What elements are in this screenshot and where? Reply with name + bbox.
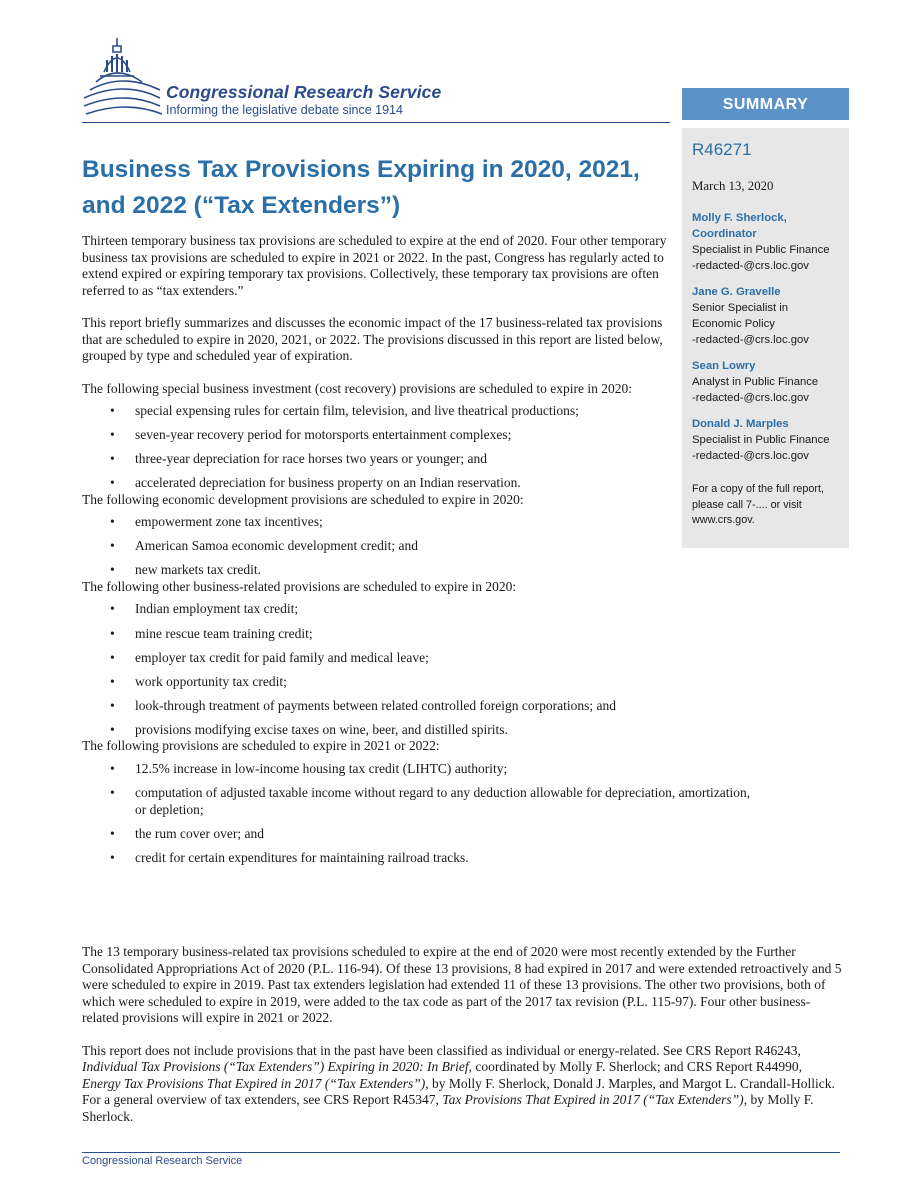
report-number: R46271 bbox=[692, 140, 752, 159]
footer-divider bbox=[82, 1152, 840, 1153]
list-item: • credit for certain expenditures for maintaining railroad tracks. bbox=[82, 850, 842, 867]
list-item: • three-year depreciation for race horses two years or younger; and bbox=[82, 451, 672, 468]
paragraph: This report does not include provisions that in the past have been classified as individual or energy-related. See CRS Report R46243, Individual Tax Provisions (“Tax Extenders”) Expiring in 2020: In Brief, coordinated by Molly F. Sherlock; and CRS Report R44990, Energy Tax Provisions That Expired in 2017 (“Tax Extenders”), by Molly F. Sherlock, Donald J. Marples, and Margot L. Crandall-Hollick. For a general overview of tax extenders, see CRS Report R45347, Tax Provisions That Expired in 2017 (“Tax Extenders”), by Molly F. Sherlock. bbox=[82, 1042, 835, 1124]
list-intro: The following provisions are scheduled to expire in 2021 or 2022: bbox=[82, 738, 440, 754]
list-item: • mine rescue team training credit; bbox=[82, 626, 672, 643]
author-block bbox=[692, 210, 839, 274]
summary-body-continued bbox=[82, 944, 842, 1141]
author-email[interactable]: -redacted-@crs.loc.gov bbox=[692, 334, 809, 346]
list-item: • American Samoa economic development credit; and bbox=[82, 538, 672, 555]
author-email[interactable]: -redacted-@crs.loc.gov bbox=[692, 392, 809, 404]
capitol-dome-icon bbox=[82, 36, 162, 122]
list-item: • accelerated depreciation for business property on an Indian reservation. bbox=[82, 475, 672, 492]
list-item: • provisions modifying excise taxes on wine, beer, and distilled spirits. bbox=[82, 722, 672, 739]
summary-tab: SUMMARY bbox=[682, 88, 849, 120]
author-name: Sean Lowry bbox=[692, 360, 756, 372]
list-item: • 12.5% increase in low-income housing tax credit (LIHTC) authority; bbox=[82, 761, 842, 778]
author-email[interactable]: -redacted-@crs.loc.gov bbox=[692, 260, 809, 272]
crs-website-link[interactable]: www.crs.gov. bbox=[692, 514, 755, 526]
list-item: • computation of adjusted taxable income without regard to any deduction allowable for depreciation, amortization, or depletion; bbox=[82, 785, 762, 818]
list-item: • empowerment zone tax incentives; bbox=[82, 514, 672, 531]
list-intro: The following special business investment (cost recovery) provisions are scheduled to expire in 2020: bbox=[82, 380, 632, 396]
header-divider bbox=[82, 122, 670, 123]
org-tagline: Informing the legislative debate since 1914 bbox=[166, 103, 403, 117]
author-block bbox=[692, 416, 839, 464]
author-name: Jane G. Gravelle bbox=[692, 286, 781, 298]
crs-logo bbox=[82, 36, 482, 124]
list-item: • look-through treatment of payments between related controlled foreign corporations; and bbox=[82, 698, 672, 715]
economic-provisions-list bbox=[82, 514, 672, 579]
report-title-link: Tax Provisions That Expired in 2017 (“Tax Extenders”) bbox=[442, 1092, 744, 1107]
report-title-link: Energy Tax Provisions That Expired in 2017 (“Tax Extenders”) bbox=[82, 1075, 426, 1091]
list-item: • new markets tax credit. bbox=[82, 562, 672, 579]
list-item: • special expensing rules for certain film, television, and live theatrical productions; bbox=[82, 403, 672, 420]
paragraph: This report briefly summarizes and discusses the economic impact of the 17 business-related tax provisions that are scheduled to expire in 2020, 2021, or 2022. The provisions discussed in this report are listed below, grouped by type and scheduled year of expiration. bbox=[82, 315, 663, 363]
author-title: Specialist in Public Finance bbox=[692, 244, 830, 256]
copy-note: For a copy of the full report, please call 7-.... or visit www.crs.gov. bbox=[692, 482, 839, 529]
other-provisions-list bbox=[82, 601, 672, 738]
paragraph: The 13 temporary business-related tax provisions scheduled to expire at the end of 2020 were most recently extended by the Further Consolidated Appropriations Act of 2020 (P.L. 116-94). Of these 13 provisions, 8 had expired in 2017 and were extended retroactively and 5 were scheduled to expire in 2019. Past tax extenders legislation had extended 11 of these 13 provisions. The other two provisions, both of which were scheduled to expire in 2019, were added to the tax code as part of the 2017 tax revision (P.L. 115-97). Four other business-related provisions will expire in 2021 or 2022. bbox=[82, 944, 842, 1025]
author-role: Coordinator bbox=[692, 228, 757, 240]
author-email[interactable]: -redacted-@crs.loc.gov bbox=[692, 450, 809, 462]
org-name: Congressional Research Service bbox=[166, 82, 442, 102]
page-title: Business Tax Provisions Expiring in 2020, 2021, and 2022 (“Tax Extenders”) bbox=[82, 156, 640, 219]
list-item: • Indian employment tax credit; bbox=[82, 601, 672, 618]
list-item: • the rum cover over; and bbox=[82, 826, 842, 843]
list-item: • employer tax credit for paid family and medical leave; bbox=[82, 650, 672, 667]
list-item: • work opportunity tax credit; bbox=[82, 674, 672, 691]
list-intro: The following other business-related provisions are scheduled to expire in 2020: bbox=[82, 578, 517, 594]
summary-sidebar bbox=[682, 128, 849, 548]
author-title: Specialist in Public Finance bbox=[692, 434, 830, 446]
paragraph: Thirteen temporary business tax provisions are scheduled to expire at the end of 2020. Four other temporary business tax provisions are scheduled to expire in 2021 or 2022. In the past, Congress has regularly acted to extend expired or expiring temporary tax provisions. Collectively, these temporary tax provisions are often referred to as “tax extenders.” bbox=[82, 233, 667, 298]
footer-org-name: Congressional Research Service bbox=[82, 1155, 243, 1167]
author-name: Donald J. Marples bbox=[692, 418, 789, 430]
author-block bbox=[692, 358, 839, 406]
author-title: Senior Specialist in bbox=[692, 302, 789, 314]
later-provisions-list bbox=[82, 761, 842, 866]
report-date: March 13, 2020 bbox=[692, 179, 774, 193]
author-title: Economic Policy bbox=[692, 318, 775, 330]
list-intro: The following economic development provisions are scheduled to expire in 2020: bbox=[82, 491, 524, 507]
report-title-link: Individual Tax Provisions (“Tax Extenders”) Expiring in 2020: In Brief bbox=[82, 1059, 469, 1074]
author-title: Analyst in Public Finance bbox=[692, 376, 819, 388]
author-block bbox=[692, 284, 839, 348]
investment-provisions-list bbox=[82, 403, 672, 492]
list-item: • seven-year recovery period for motorsports entertainment complexes; bbox=[82, 427, 672, 444]
author-name: Molly F. Sherlock, bbox=[692, 212, 787, 224]
